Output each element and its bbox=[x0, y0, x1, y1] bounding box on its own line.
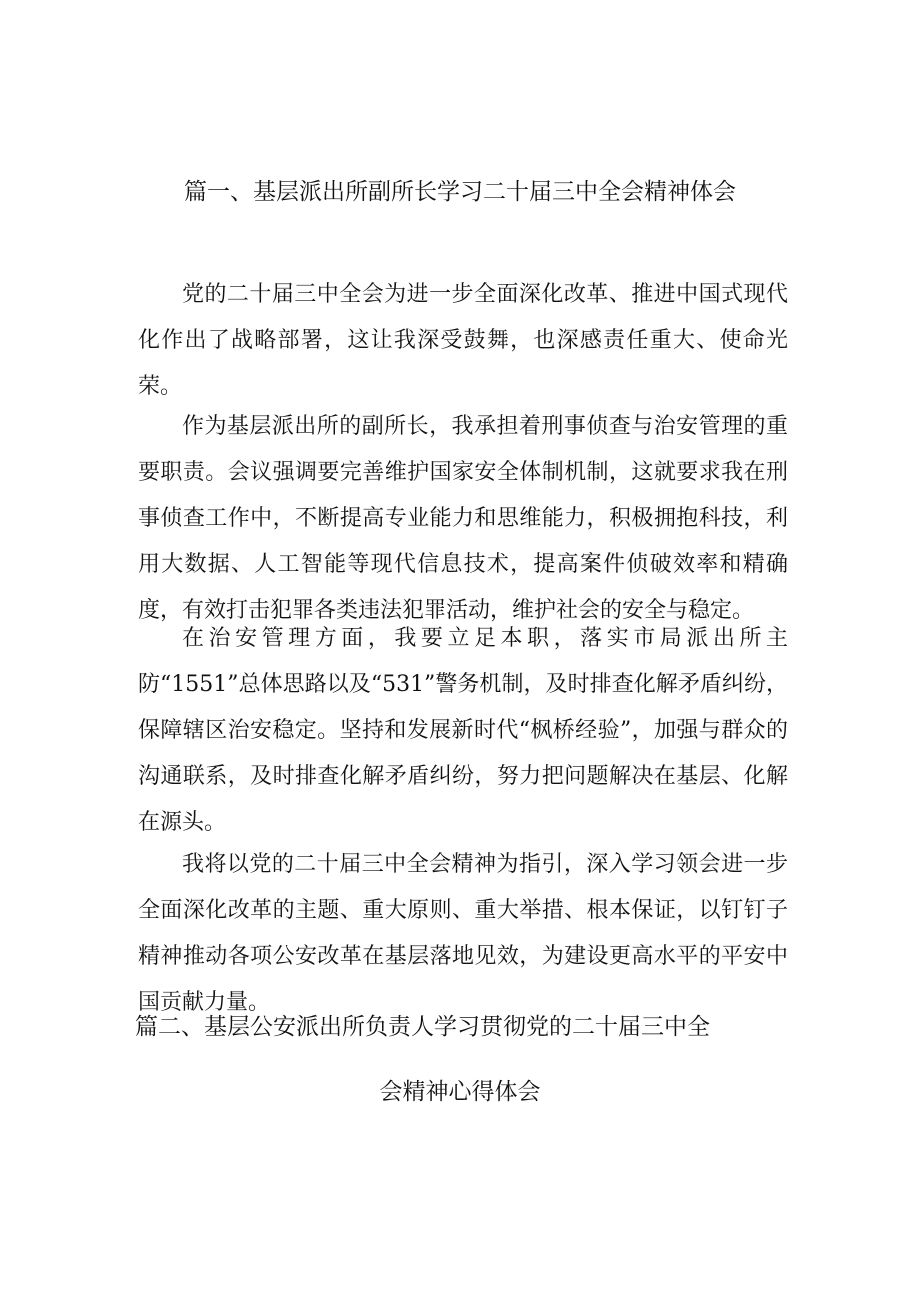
section-1-paragraph-1: 党的二十届三中全会为进一步全面深化改革、推进中国式现代化作出了战略部署，这让我深受鼓舞，也深感责任重大、使命光荣。 bbox=[138, 282, 788, 399]
section-2-title-line-1: 篇二、基层公安派出所负责人学习贯彻党的二十届三中全 bbox=[135, 1014, 710, 1040]
section-1-paragraph-2: 作为基层派出所的副所长，我承担着刑事侦查与治安管理的重要职责。会议强调要完善维护国家安全体制机制，这就要求我在刑事侦查工作中，不断提高专业能力和思维能力，积极拥抱科技，利用大数据、人工智能等现代信息技术，提高案件侦破效率和精确度，有效打击犯罪各类违法犯罪活动，维护社会的安全与稳定。 bbox=[138, 414, 788, 623]
section-1-paragraph-4: 我将以党的二十届三中全会精神为指引，深入学习领会进一步全面深化改革的主题、重大原则、重大举措、根本保证，以钉钉子精神推动各项公安改革在基层落地见效，为建设更高水平的平安中国贡献力量。 bbox=[138, 852, 788, 1015]
section-1-title: 篇一、基层派出所副所长学习二十届三中全会精神体会 bbox=[184, 179, 736, 205]
section-1-paragraph-3: 在治安管理方面，我要立足本职，落实市局派出所主防“1551”总体思路以及“531”警务机制，及时排查化解矛盾纠纷，保障辖区治安稳定。坚持和发展新时代“枫桥经验”，加强与群众的沟通联系，及时排查化解矛盾纠纷，努力把问题解决在基层、化解在源头。 bbox=[138, 626, 788, 835]
section-2-title-line-2: 会精神心得体会 bbox=[379, 1079, 541, 1105]
